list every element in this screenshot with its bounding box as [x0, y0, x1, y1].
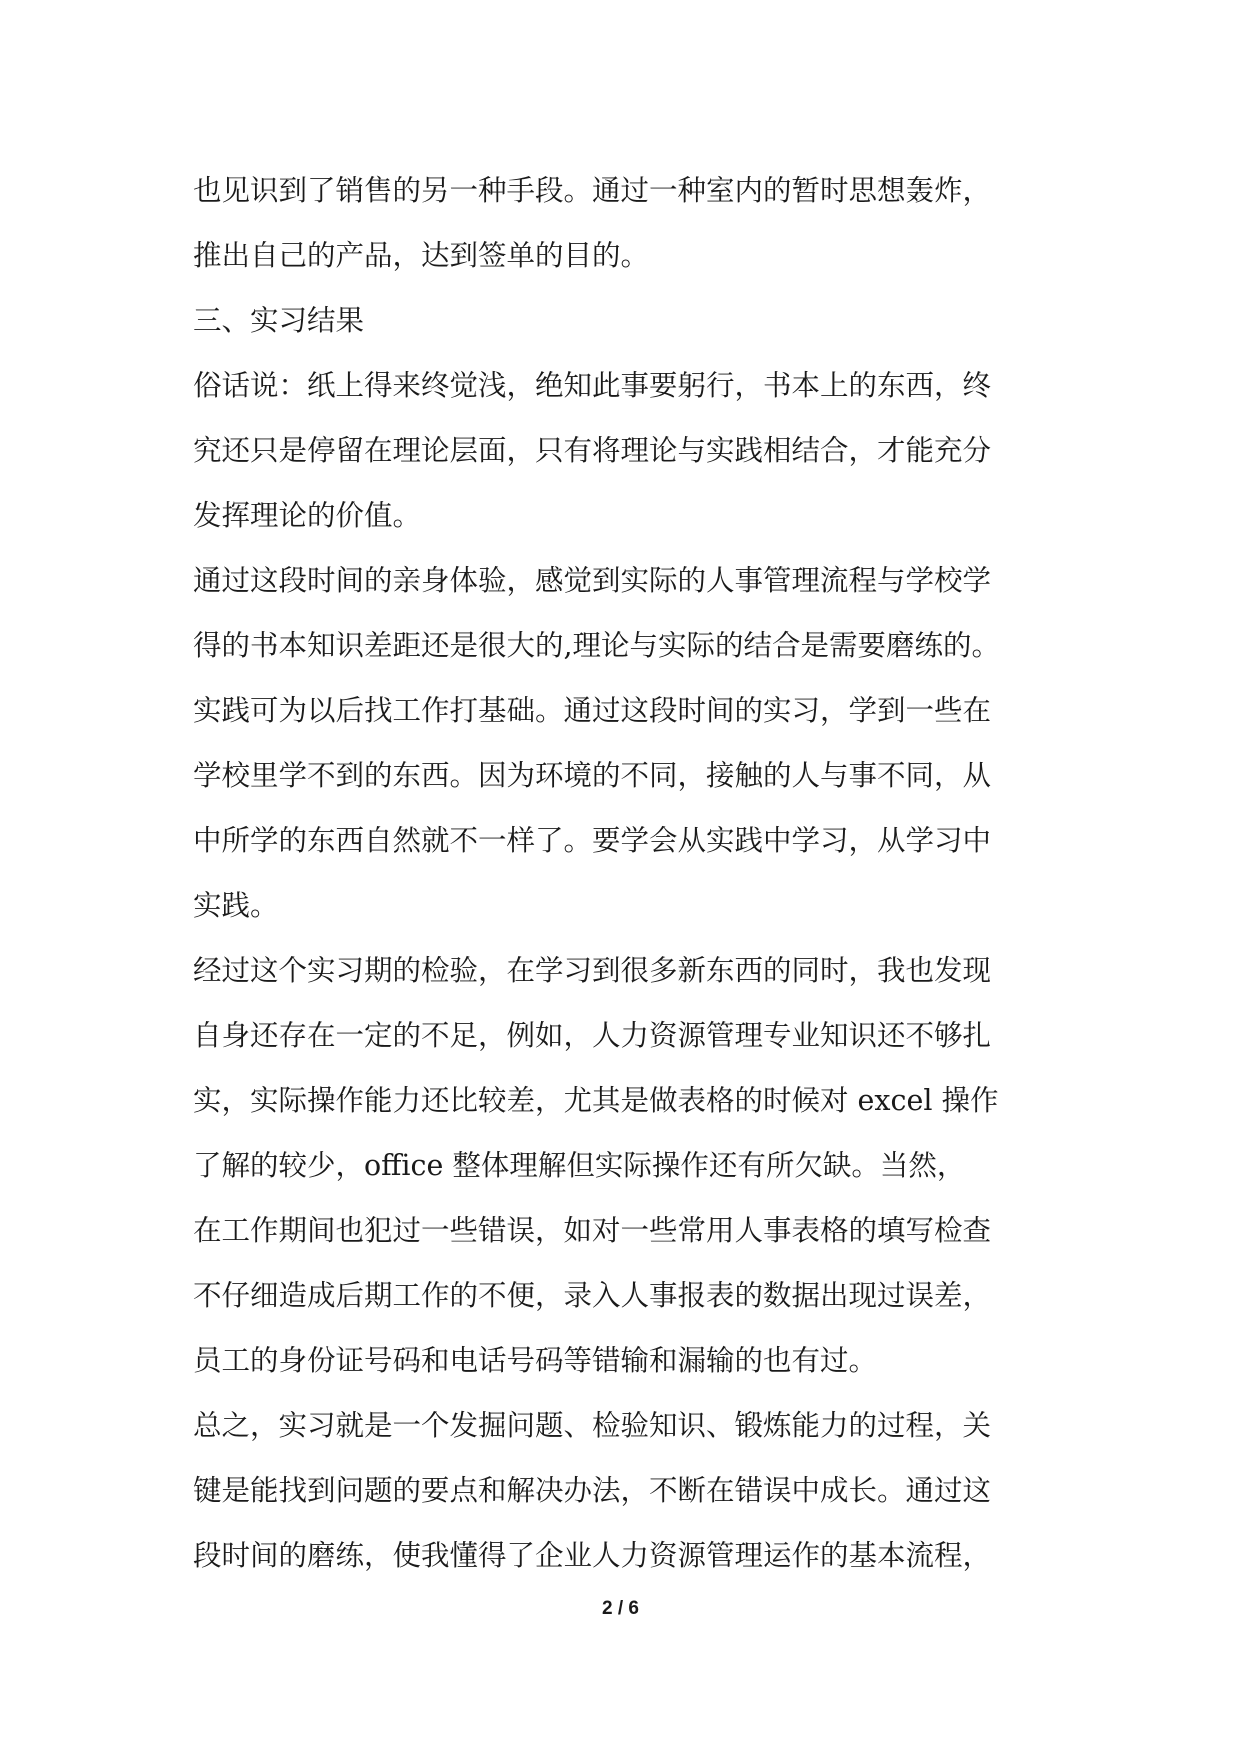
text-line: 得的书本知识差距还是很大的,理论与实际的结合是需要磨练的。 [193, 629, 1001, 662]
text-line: 段时间的磨练，使我懂得了企业人力资源管理运作的基本流程， [193, 1539, 992, 1572]
document-body [193, 158, 1055, 1588]
text-line: 键是能找到问题的要点和解决办法，不断在错误中成长。通过这 [193, 1474, 992, 1507]
text-line: 实践。 [193, 889, 279, 922]
text-line: 经过这个实习期的检验，在学习到很多新东西的同时，我也发现 [193, 954, 992, 987]
text-line: 发挥理论的价值。 [193, 499, 422, 532]
text-line: 实践可为以后找工作打基础。通过这段时间的实习，学到一些在 [193, 694, 992, 727]
text-line: 中所学的东西自然就不一样了。要学会从实践中学习，从学习中 [193, 824, 992, 857]
text-line: 在工作期间也犯过一些错误，如对一些常用人事表格的填写检查 [193, 1214, 992, 1247]
text-line: 推出自己的产品，达到签单的目的。 [193, 239, 650, 272]
text-line: 也见识到了销售的另一种手段。通过一种室内的暂时思想轰炸， [193, 174, 992, 207]
text-line: 学校里学不到的东西。因为环境的不同，接触的人与事不同，从 [193, 759, 992, 792]
text-line: 总之，实习就是一个发掘问题、检验知识、锻炼能力的过程，关 [193, 1409, 992, 1442]
text-line: 自身还存在一定的不足，例如，人力资源管理专业知识还不够扎 [193, 1019, 992, 1052]
text-line: 实，实际操作能力还比较差，尤其是做表格的时候对 excel 操作 [193, 1084, 999, 1117]
text-line: 员工的身份证号码和电话号码等错输和漏输的也有过。 [193, 1344, 878, 1377]
text-line: 究还只是停留在理论层面，只有将理论与实践相结合，才能充分 [193, 434, 992, 467]
section-heading: 三、实习结果 [193, 304, 365, 337]
text-line: 不仔细造成后期工作的不便，录入人事报表的数据出现过误差， [193, 1279, 992, 1312]
text-line: 了解的较少，office 整体理解但实际操作还有所欠缺。当然， [193, 1149, 966, 1182]
text-line: 俗话说：纸上得来终觉浅，绝知此事要躬行，书本上的东西，终 [193, 369, 992, 402]
page-number: 2 / 6 [602, 1598, 639, 1619]
text-line: 通过这段时间的亲身体验，感觉到实际的人事管理流程与学校学 [193, 564, 992, 597]
